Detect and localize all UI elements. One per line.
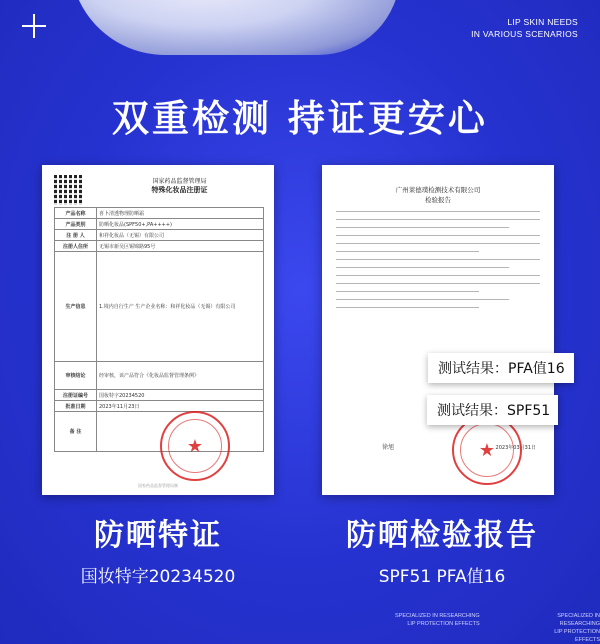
report-text-line (336, 259, 540, 260)
report-text-line (336, 291, 479, 292)
row-value: 喜卜清透物理防晒霜 (97, 208, 264, 219)
footer-tag-line: LIP PROTECTION EFFECTS (407, 621, 480, 627)
report-text-line (336, 219, 540, 220)
certificate-fine-print: 国家药品监督管理局制 (138, 483, 178, 488)
certificate-authority: 国家药品监督管理局 (152, 178, 207, 185)
footer-tag-line: SPECIALIZED IN RESEARCHING (557, 613, 600, 627)
brand-tag-line1: LIP SKIN NEEDS (507, 17, 578, 27)
report-body (336, 211, 540, 315)
qr-code-icon (54, 175, 84, 205)
row-key: 生产信息 (55, 252, 97, 362)
report-text-line (336, 211, 540, 212)
row-key: 注 册 人 (55, 230, 97, 241)
row-key: 备 注 (55, 412, 97, 452)
brand-tag-line2: IN VARIOUS SCENARIOS (471, 29, 578, 39)
certificate-table (54, 207, 264, 452)
table-row (55, 241, 264, 252)
row-key: 产品名称 (55, 208, 97, 219)
table-row (55, 219, 264, 230)
row-key: 批准日期 (55, 401, 97, 412)
footer-tag-mid (395, 612, 480, 628)
footer-tag-line: SPECIALIZED IN RESEARCHING (395, 613, 480, 619)
certificate-caption-title: 防晒特证 (94, 518, 222, 553)
report-title: 检验报告 (425, 196, 451, 204)
registration-certificate (42, 165, 274, 495)
footer-tag-line: LIP PROTECTION EFFECTS (554, 629, 600, 643)
table-row (55, 230, 264, 241)
report-caption-sub: SPF51 PFA值16 (378, 567, 506, 587)
spf-result-callout: 测试结果：SPF51 (427, 395, 558, 425)
report-text-line (336, 283, 540, 284)
page-headline: 双重检测 持证更安心 (112, 97, 488, 140)
row-key: 产品类别 (55, 219, 97, 230)
report-lab-name: 广州莱德璞检测技术有限公司 (395, 186, 481, 194)
footer-tag-right (528, 612, 600, 644)
table-row (55, 412, 264, 452)
report-text-line (336, 267, 509, 268)
report-header (322, 185, 554, 205)
row-value: 国妆特字20234520 (97, 390, 264, 401)
row-key: 审核结论 (55, 362, 97, 390)
certificate-title: 特殊化妆品注册证 (151, 186, 208, 194)
table-row (55, 390, 264, 401)
report-text-line (336, 243, 540, 244)
row-key: 注册证编号 (55, 390, 97, 401)
row-value: 2023年11月23日 (97, 401, 264, 412)
row-value: 防晒化妆品(SPF50+,PA++++) (97, 219, 264, 230)
table-row (55, 401, 264, 412)
report-text-line (336, 275, 540, 276)
row-value: 1.境内自行生产 生产企业名称：和祥化妆品（无锡）有限公司 (97, 252, 264, 362)
report-signature: 徐旭 (382, 444, 395, 451)
red-seal-icon: ★ (160, 411, 230, 481)
report-date: 2023年03月31日 (495, 445, 536, 451)
report-text-line (336, 307, 479, 308)
pfa-result-callout: 测试结果：PFA值16 (428, 353, 574, 383)
certificate-header (92, 177, 267, 195)
table-row (55, 362, 264, 390)
table-row (55, 252, 264, 362)
table-row (55, 208, 264, 219)
report-text-line (336, 299, 509, 300)
report-text-line (336, 251, 479, 252)
report-text-line (336, 227, 509, 228)
report-caption-title: 防晒检验报告 (346, 518, 538, 553)
brand-tag (471, 16, 578, 40)
certificate-caption-sub: 国妆特字20234520 (80, 567, 236, 587)
plus-icon (22, 14, 46, 38)
test-report (322, 165, 554, 495)
row-value: 无锡市新吴区锡锦路95号 (97, 241, 264, 252)
red-seal-icon: ★ (452, 415, 522, 485)
report-text-line (336, 235, 540, 236)
row-value: 经审核，该产品符合《化妆品监督管理条例》 (97, 362, 264, 390)
row-value: 和祥化妆品（无锡）有限公司 (97, 230, 264, 241)
row-key: 注册人住所 (55, 241, 97, 252)
